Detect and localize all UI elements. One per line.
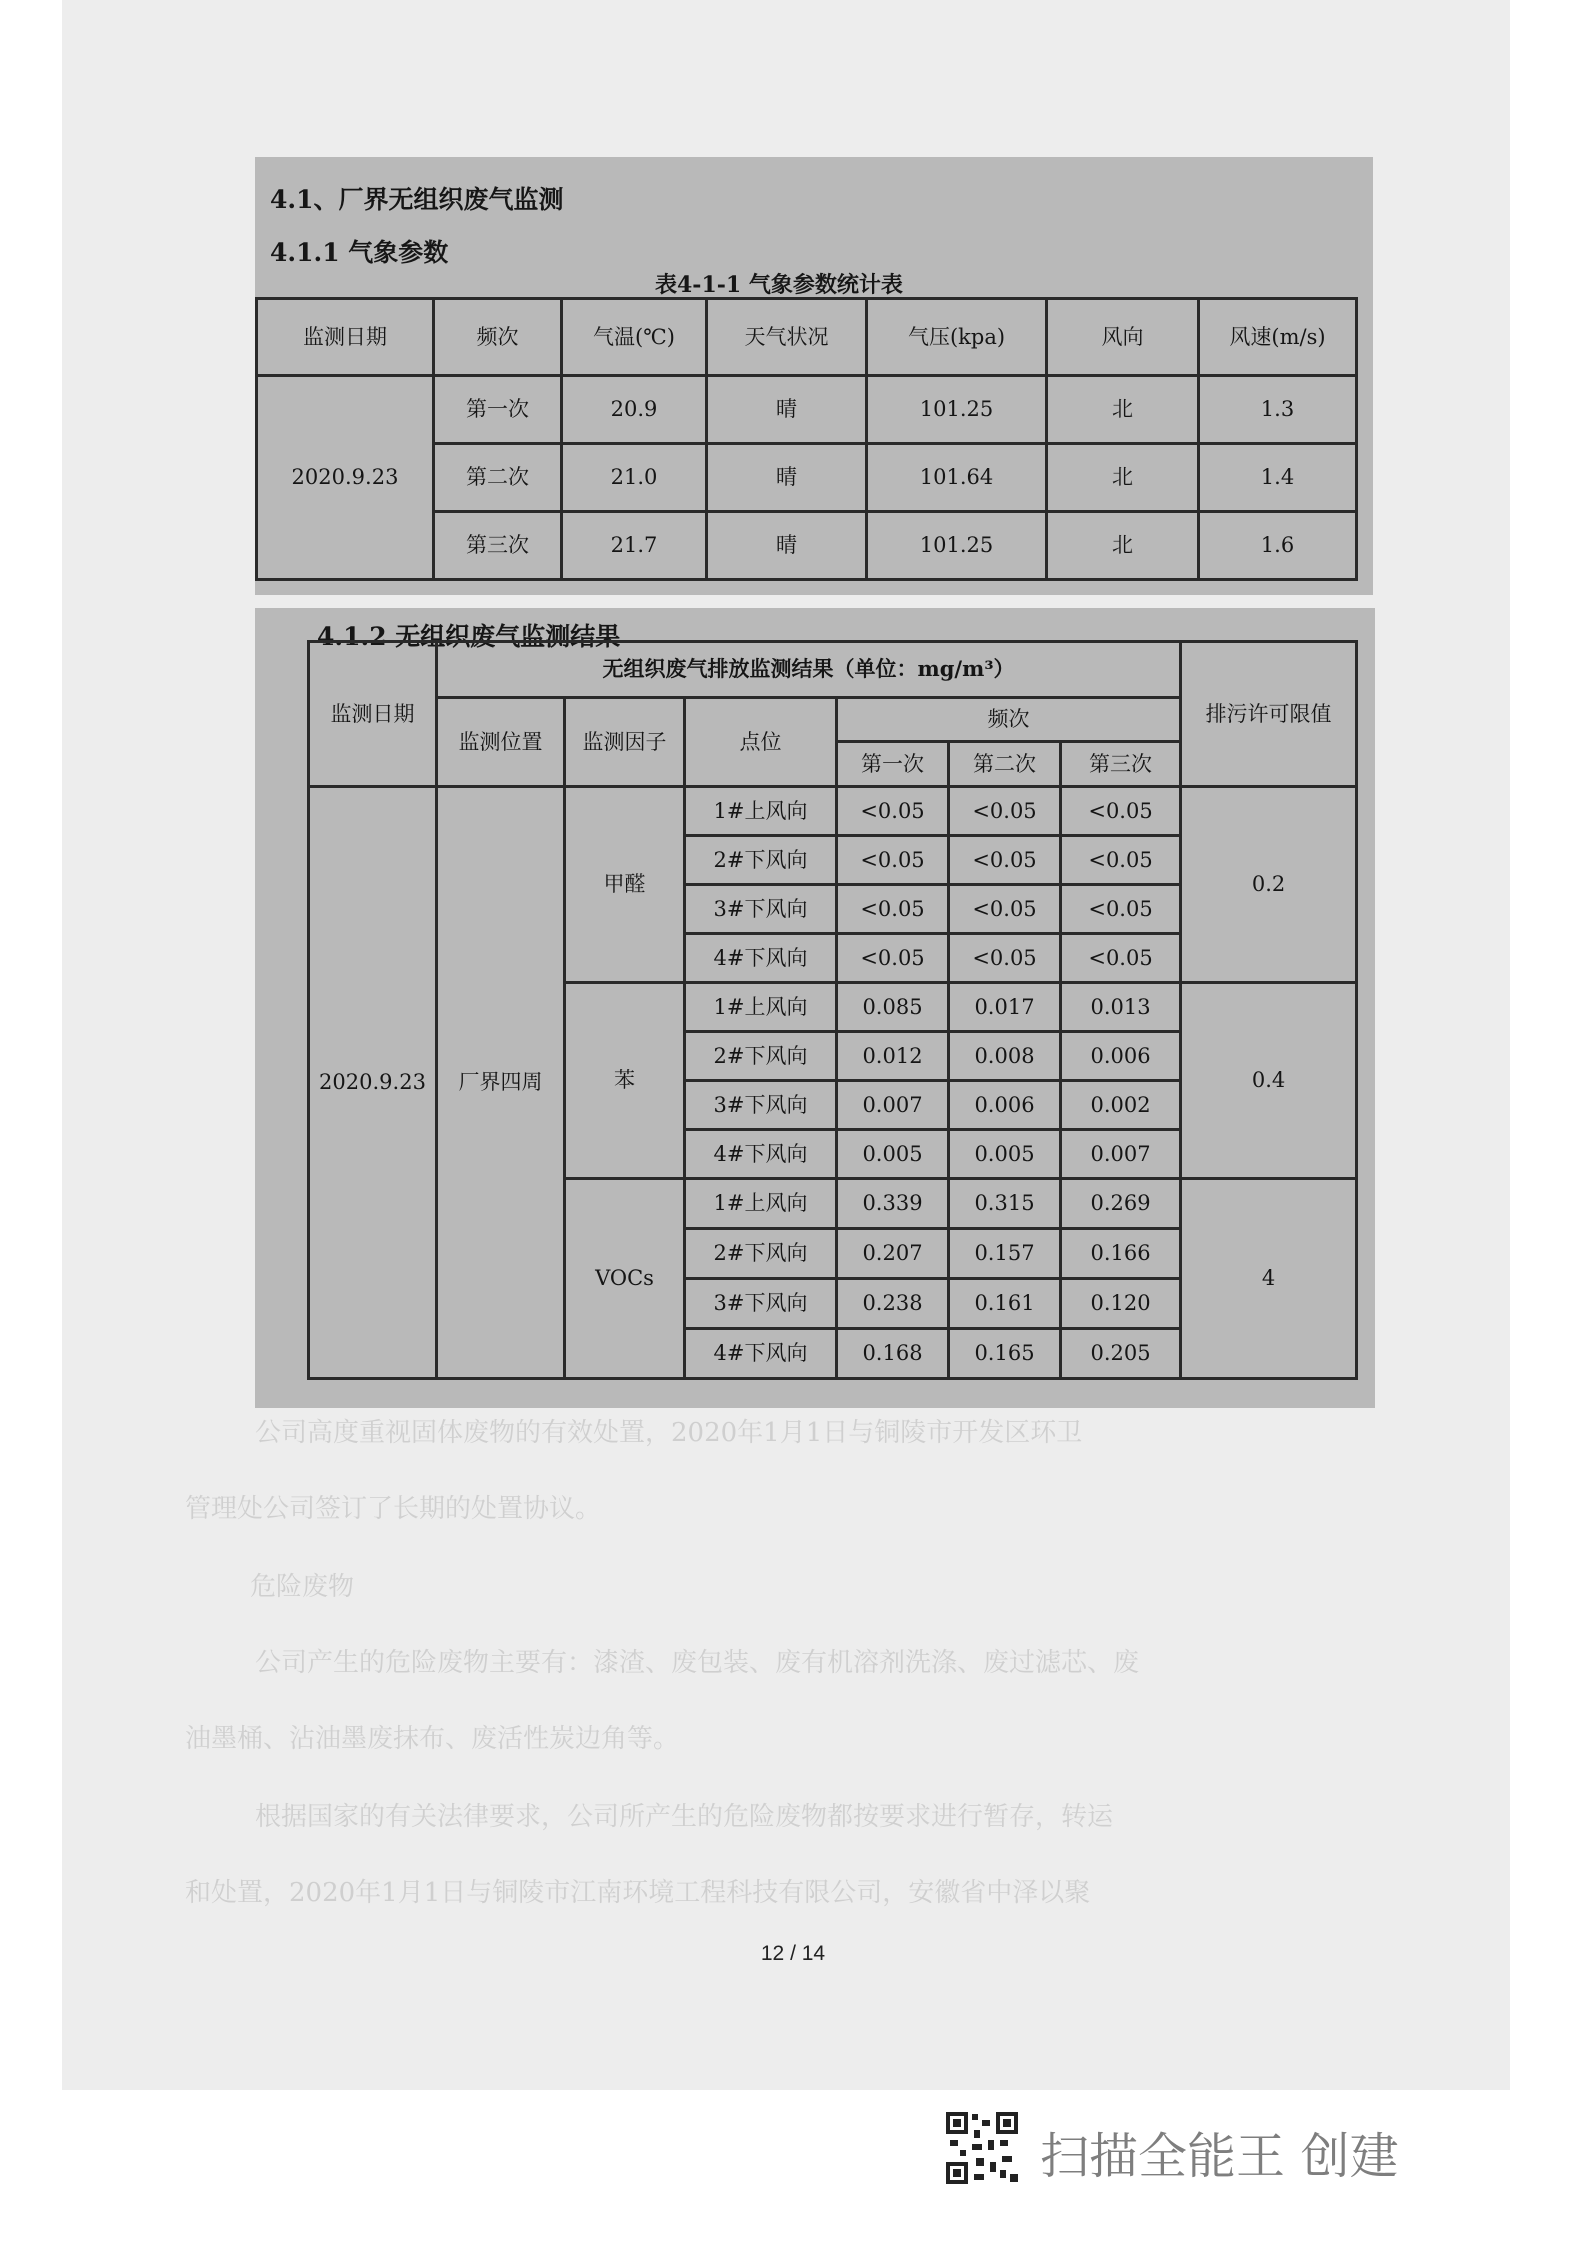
- value-cell: <0.05: [949, 885, 1061, 934]
- value-cell: 0.007: [837, 1081, 949, 1130]
- faded-text-line: 和处置，2020年1月1日与铜陵市江南环境工程科技有限公司，安徽省中泽以聚: [185, 1878, 1091, 1908]
- header-freq-col: 第二次: [949, 742, 1061, 787]
- value-cell: 0.269: [1061, 1179, 1181, 1229]
- value-cell: 0.168: [837, 1329, 949, 1379]
- value-cell: 0.166: [1061, 1229, 1181, 1279]
- pressure-cell: 101.25: [867, 512, 1047, 580]
- point-cell: 4#下风向: [685, 1329, 837, 1379]
- table-caption: 表4-1-1 气象参数统计表: [655, 272, 903, 298]
- temp-cell: 20.9: [562, 376, 707, 444]
- value-cell: 0.238: [837, 1279, 949, 1329]
- value-cell: <0.05: [949, 934, 1061, 983]
- value-cell: <0.05: [1061, 787, 1181, 836]
- wind-speed-cell: 1.3: [1199, 376, 1357, 444]
- freq-cell: 第三次: [434, 512, 562, 580]
- subsection-heading: 4.1.1 气象参数: [270, 238, 449, 267]
- faded-text-line: 公司产生的危险废物主要有：漆渣、废包装、废有机溶剂洗涤、废过滤芯、废: [255, 1648, 1140, 1678]
- point-cell: 2#下风向: [685, 836, 837, 885]
- point-cell: 3#下风向: [685, 1081, 837, 1130]
- value-cell: 0.006: [949, 1081, 1061, 1130]
- temp-cell: 21.7: [562, 512, 707, 580]
- value-cell: 0.008: [949, 1032, 1061, 1081]
- header-cell: 监测日期: [257, 299, 434, 376]
- value-cell: <0.05: [1061, 934, 1181, 983]
- limit-cell: 0.2: [1181, 787, 1357, 983]
- value-cell: 0.005: [949, 1130, 1061, 1179]
- location-cell: 厂界四周: [437, 787, 565, 1379]
- value-cell: 0.165: [949, 1329, 1061, 1379]
- value-cell: 0.006: [1061, 1032, 1181, 1081]
- header-point: 点位: [685, 698, 837, 787]
- value-cell: 0.005: [837, 1130, 949, 1179]
- subsection-heading: 4.1.2 无组织废气监测结果: [317, 622, 621, 651]
- header-freq-col: 第一次: [837, 742, 949, 787]
- weather-header-row: [257, 299, 1357, 376]
- value-cell: 0.085: [837, 983, 949, 1032]
- point-cell: 1#上风向: [685, 787, 837, 836]
- weather-table: [255, 297, 1358, 581]
- point-cell: 2#下风向: [685, 1229, 837, 1279]
- header-cell: 风向: [1047, 299, 1199, 376]
- header-title: 无组织废气排放监测结果（单位：mg/m³）: [437, 642, 1181, 698]
- header-cell: 天气状况: [707, 299, 867, 376]
- limit-cell: 0.4: [1181, 983, 1357, 1179]
- point-cell: 4#下风向: [685, 1130, 837, 1179]
- faded-text-line: 公司高度重视固体废物的有效处置，2020年1月1日与铜陵市开发区环卫: [255, 1418, 1083, 1448]
- header-factor: 监测因子: [565, 698, 685, 787]
- value-cell: <0.05: [837, 836, 949, 885]
- point-cell: 2#下风向: [685, 1032, 837, 1081]
- point-cell: 1#上风向: [685, 983, 837, 1032]
- value-cell: <0.05: [1061, 836, 1181, 885]
- value-cell: 0.012: [837, 1032, 949, 1081]
- wind-speed-cell: 1.4: [1199, 444, 1357, 512]
- weather-cell: 晴: [707, 376, 867, 444]
- emission-table: [307, 640, 1358, 1380]
- value-cell: 0.002: [1061, 1081, 1181, 1130]
- wind-dir-cell: 北: [1047, 512, 1199, 580]
- section-heading: 4.1、厂界无组织废气监测: [270, 185, 564, 214]
- factor-cell: VOCs: [565, 1179, 685, 1379]
- value-cell: 0.205: [1061, 1329, 1181, 1379]
- date-cell: 2020.9.23: [309, 787, 437, 1379]
- temp-cell: 21.0: [562, 444, 707, 512]
- weather-cell: 晴: [707, 444, 867, 512]
- value-cell: 0.207: [837, 1229, 949, 1279]
- header-cell: 频次: [434, 299, 562, 376]
- faded-text-line: 管理处公司签订了长期的处置协议。: [185, 1494, 602, 1524]
- value-cell: 0.013: [1061, 983, 1181, 1032]
- faded-text-line: 根据国家的有关法律要求，公司所产生的危险废物都按要求进行暂存，转运: [255, 1802, 1114, 1832]
- header-cell: 气温(℃): [562, 299, 707, 376]
- value-cell: 0.161: [949, 1279, 1061, 1329]
- wind-speed-cell: 1.6: [1199, 512, 1357, 580]
- header-cell: 风速(m/s): [1199, 299, 1357, 376]
- freq-cell: 第一次: [434, 376, 562, 444]
- qr-code-icon: [944, 2110, 1020, 2186]
- table-row: [309, 787, 1357, 836]
- weather-cell: 晴: [707, 512, 867, 580]
- value-cell: <0.05: [837, 885, 949, 934]
- value-cell: 0.315: [949, 1179, 1061, 1229]
- header-location: 监测位置: [437, 698, 565, 787]
- date-cell: 2020.9.23: [257, 376, 434, 580]
- header-limit: 排污许可限值: [1181, 642, 1357, 787]
- faded-text-line: 油墨桶、沾油墨废抹布、废活性炭边角等。: [185, 1724, 680, 1754]
- freq-cell: 第二次: [434, 444, 562, 512]
- faded-text-line: 危险废物: [250, 1572, 355, 1602]
- factor-cell: 甲醛: [565, 787, 685, 983]
- value-cell: <0.05: [837, 934, 949, 983]
- header-freq-col: 第三次: [1061, 742, 1181, 787]
- value-cell: <0.05: [1061, 885, 1181, 934]
- limit-cell: 4: [1181, 1179, 1357, 1379]
- value-cell: 0.007: [1061, 1130, 1181, 1179]
- point-cell: 3#下风向: [685, 885, 837, 934]
- factor-cell: 苯: [565, 983, 685, 1179]
- wind-dir-cell: 北: [1047, 376, 1199, 444]
- weather-row: [257, 376, 1357, 444]
- value-cell: <0.05: [949, 787, 1061, 836]
- value-cell: <0.05: [837, 787, 949, 836]
- value-cell: 0.017: [949, 983, 1061, 1032]
- header-date: 监测日期: [309, 642, 437, 787]
- header-freq: 频次: [837, 698, 1181, 742]
- emission-header-row: [309, 642, 1357, 698]
- header-cell: 气压(kpa): [867, 299, 1047, 376]
- page-number: 12 / 14: [760, 1942, 826, 1965]
- value-cell: <0.05: [949, 836, 1061, 885]
- pressure-cell: 101.64: [867, 444, 1047, 512]
- scanner-watermark: 扫描全能王 创建: [1040, 2128, 1399, 2185]
- pressure-cell: 101.25: [867, 376, 1047, 444]
- value-cell: 0.120: [1061, 1279, 1181, 1329]
- point-cell: 3#下风向: [685, 1279, 837, 1329]
- point-cell: 4#下风向: [685, 934, 837, 983]
- wind-dir-cell: 北: [1047, 444, 1199, 512]
- value-cell: 0.339: [837, 1179, 949, 1229]
- value-cell: 0.157: [949, 1229, 1061, 1279]
- point-cell: 1#上风向: [685, 1179, 837, 1229]
